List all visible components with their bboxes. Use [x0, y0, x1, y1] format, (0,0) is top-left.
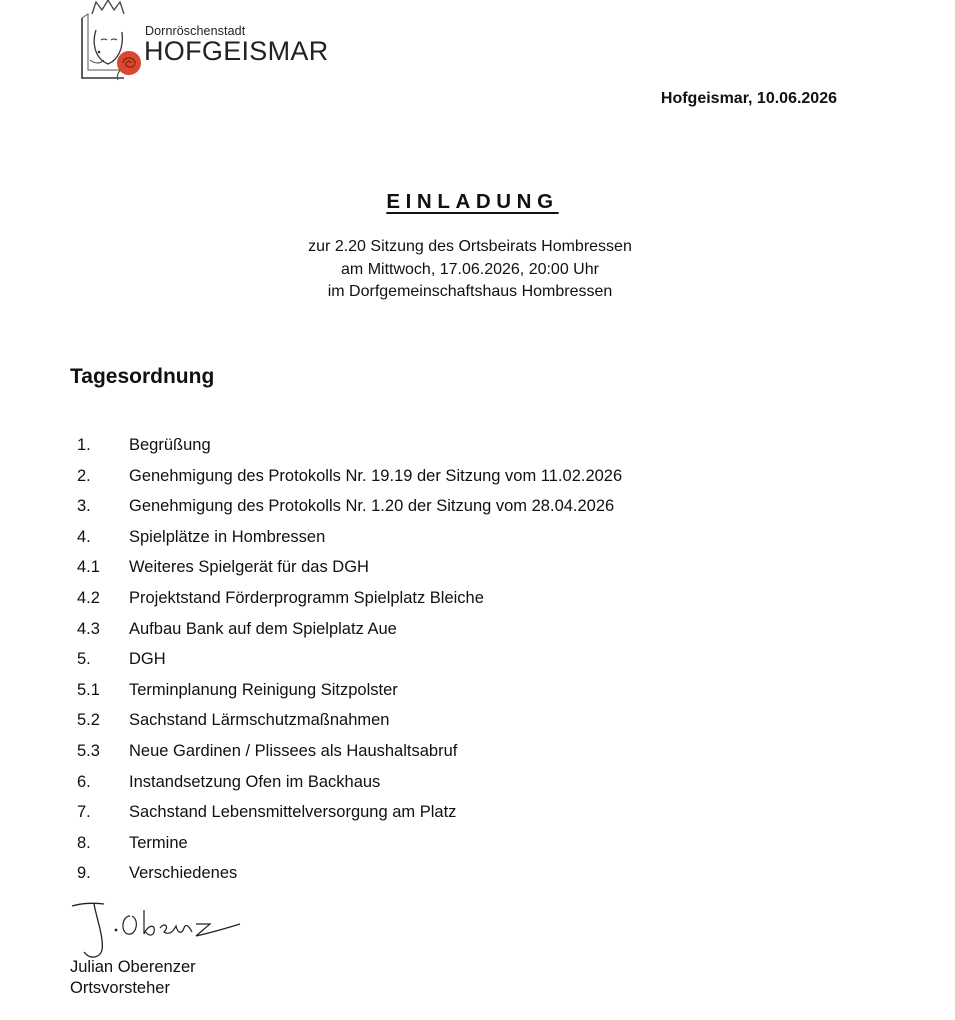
- agenda-item-number: 5.1: [77, 680, 100, 699]
- agenda-item-number: 9.: [77, 864, 91, 883]
- agenda-heading: Tagesordnung: [70, 365, 215, 388]
- agenda-item-number: 3.: [77, 497, 91, 516]
- agenda-item: [77, 464, 622, 495]
- agenda-item-number: 5.2: [77, 711, 100, 730]
- agenda-item-number: 5.3: [77, 741, 100, 760]
- agenda-item: [77, 647, 622, 678]
- agenda-item-number: 2.: [77, 466, 91, 485]
- sleeping-beauty-emblem: [78, 0, 148, 82]
- agenda-item-text: Sachstand Lebensmittelversorgung am Platz: [129, 803, 457, 822]
- signer-name: Julian Oberenzer: [70, 958, 196, 976]
- agenda-item: [77, 525, 622, 556]
- agenda-item-text: Neue Gardinen / Plissees als Haushaltsabruf: [129, 741, 458, 760]
- agenda-item: [77, 800, 622, 831]
- agenda-item-text: Begrüßung: [129, 436, 211, 454]
- agenda-item-text: Spielplätze in Hombressen: [129, 527, 326, 546]
- agenda-item-text: Sachstand Lärmschutzmaßnahmen: [129, 711, 390, 730]
- subtitle-meeting: zur 2.20 Sitzung des Ortsbeirats Hombressen: [308, 238, 632, 255]
- agenda-item-text: Projektstand Förderprogramm Spielplatz Bleiche: [129, 588, 484, 607]
- subtitle-date: am Mittwoch, 17.06.2026, 20:00 Uhr: [341, 261, 599, 278]
- agenda-list: [77, 433, 622, 892]
- agenda-item: [77, 708, 622, 739]
- agenda-item-text: Termine: [129, 833, 188, 852]
- agenda-item-number: 4.1: [77, 558, 100, 577]
- agenda-item-number: 6.: [77, 772, 91, 791]
- agenda-item-text: Instandsetzung Ofen im Backhaus: [129, 772, 381, 791]
- agenda-item: [77, 555, 622, 586]
- agenda-item: [77, 831, 622, 862]
- agenda-item-text: Terminplanung Reinigung Sitzpolster: [129, 680, 398, 699]
- agenda-item: [77, 617, 622, 648]
- subtitle-location: im Dorfgemeinschaftshaus Hombressen: [327, 283, 613, 300]
- agenda-item: [77, 739, 622, 770]
- agenda-item-number: 4.: [77, 527, 91, 546]
- agenda-item-number: 1.: [77, 436, 91, 454]
- agenda-item-text: Verschiedenes: [129, 864, 238, 883]
- agenda-item-text: Genehmigung des Protokolls Nr. 1.20 der Sitzung vom 28.04.2026: [129, 497, 615, 516]
- agenda-item-text: Weiteres Spielgerät für das DGH: [129, 558, 369, 577]
- agenda-item-number: 7.: [77, 803, 91, 822]
- agenda-item-number: 8.: [77, 833, 91, 852]
- agenda-item: [77, 678, 622, 709]
- agenda-item: [77, 586, 622, 617]
- document-title: EINLADUNG: [386, 190, 559, 213]
- city-logo: [78, 0, 328, 82]
- agenda-item: [77, 433, 622, 464]
- agenda-item-text: DGH: [129, 650, 166, 669]
- agenda-item-number: 4.2: [77, 588, 100, 607]
- agenda-item-number: 4.3: [77, 619, 100, 638]
- agenda-item-number: 5.: [77, 650, 91, 669]
- city-name: HOFGEISMAR: [144, 36, 329, 66]
- date-line: Hofgeismar, 10.06.2026: [660, 90, 837, 107]
- city-tagline: Dornröschenstadt: [145, 24, 246, 38]
- agenda-item-text: Aufbau Bank auf dem Spielplatz Aue: [129, 619, 397, 638]
- agenda-item: [77, 861, 622, 892]
- agenda-item-text: Genehmigung des Protokolls Nr. 19.19 der Sitzung vom 11.02.2026: [129, 466, 623, 485]
- signer-role: Ortsvorsteher: [70, 979, 170, 997]
- agenda-item: [77, 494, 622, 525]
- agenda-item: [77, 770, 622, 801]
